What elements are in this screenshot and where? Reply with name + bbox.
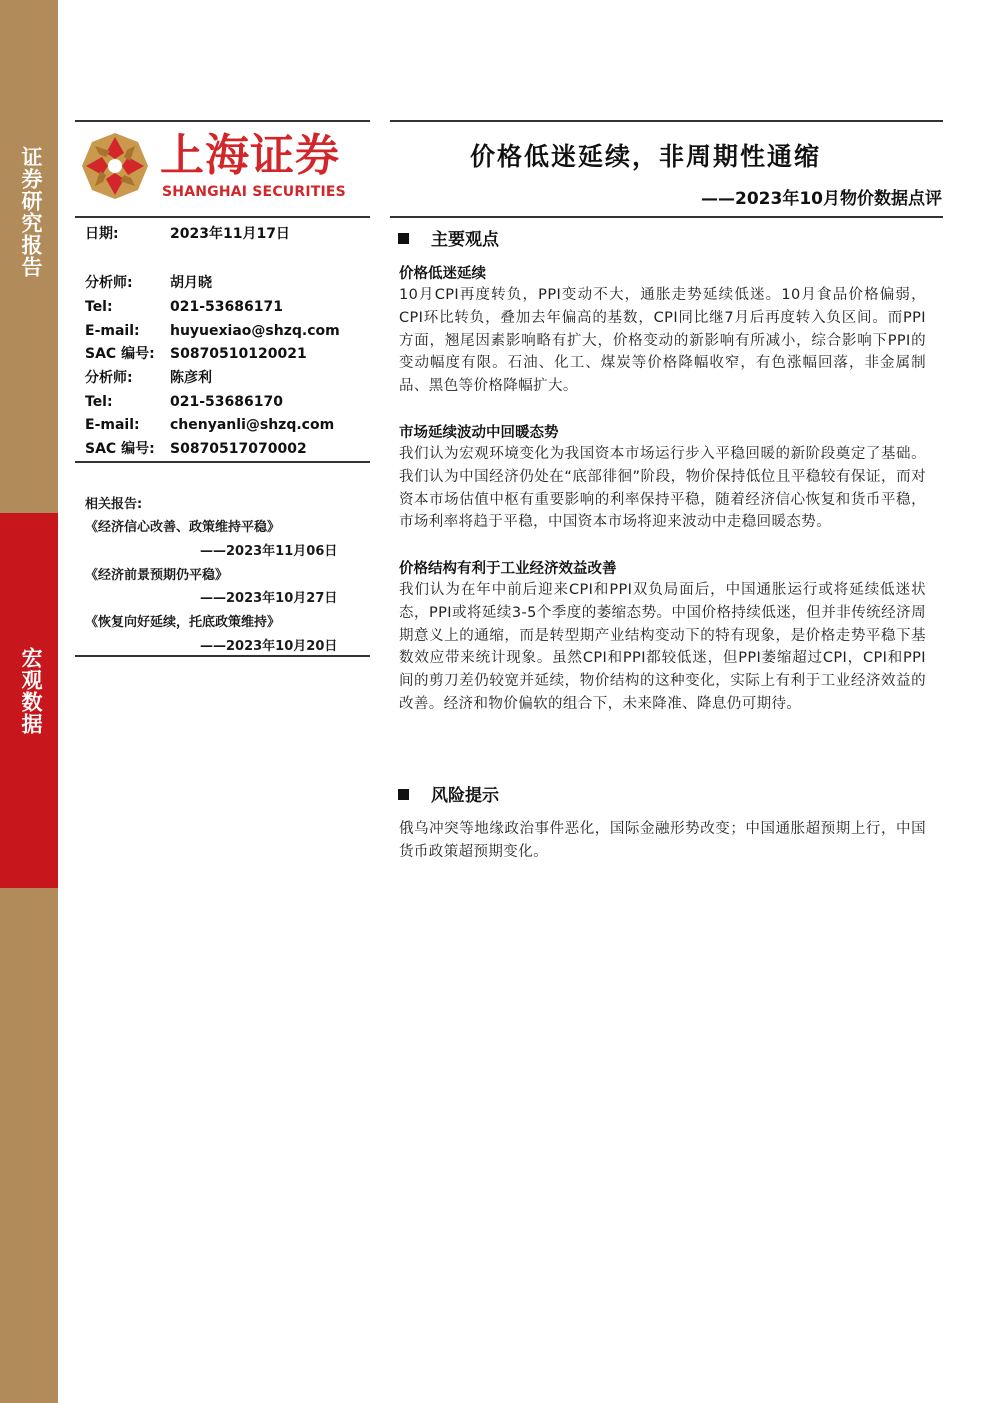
right-top-rule: [390, 120, 943, 122]
main-views-heading-text: 主要观点: [431, 230, 499, 250]
meta-bottom-rule: [75, 461, 370, 463]
email-label: E-mail:: [85, 417, 140, 433]
email-link[interactable]: huyuexiao@shzq.com: [170, 323, 340, 339]
tel-label: Tel:: [85, 299, 113, 315]
section-title: 价格低迷延续: [399, 266, 486, 282]
sac-value: S0870517070002: [170, 441, 307, 457]
section-title: 市场延续波动中回暖态势: [399, 425, 559, 441]
related-report-date: ——2023年10月27日: [200, 591, 338, 606]
bullet-square-icon: [398, 789, 409, 800]
section-body: 我们认为宏观环境变化为我国资本市场运行步入平稳回暖的新阶段奠定了基础。我们认为中国经济仍处在“底部徘徊”阶段，物价保持低位且平稳较有保证，而对资本市场估值中枢有重要影响的利率保持平稳，随着经济信心恢复和货币平稳，市场利率将趋于平稳，中国资本市场将迎来波动中走稳回暖态势。: [399, 446, 926, 531]
main-views-heading: [398, 225, 499, 250]
email-label: E-mail:: [85, 323, 140, 339]
related-report-date: ——2023年11月06日: [200, 544, 338, 559]
related-bottom-rule: [75, 655, 370, 657]
analyst-name: 胡月晓: [170, 275, 212, 291]
logo-chinese-name: 上海证券: [160, 130, 340, 181]
sidebar-report-type: 证券研究报告: [19, 146, 43, 278]
related-reports-title: 相关报告:: [85, 497, 143, 512]
email-link[interactable]: chenyanli@shzq.com: [170, 417, 335, 433]
sidebar-band-top: [0, 0, 58, 118]
report-title: 价格低迷延续，非周期性通缩: [470, 142, 822, 171]
company-logo: [78, 128, 363, 208]
section-body: 10月CPI再度转负，PPI变动不大，通胀走势延续低迷。10月食品价格偏弱，CPI环比转负，叠加去年偏高的基数，CPI同比继7月后再度转入负区间。而PPI方面，翘尾因素影响略有扩大，价格变动的新影响有所减小，综合影响下PPI的变动幅度有限。石油、化工、煤炭等价格降幅收窄，有色涨幅回落，非金属制品、黑色等价格降幅扩大。: [399, 287, 926, 395]
analyst-label: 分析师:: [85, 275, 133, 291]
related-report-link[interactable]: 《经济信心改善、政策维持平稳》: [85, 520, 281, 535]
analyst-name: 陈彦利: [170, 370, 212, 386]
date-value: 2023年11月17日: [170, 226, 290, 242]
risk-heading: [398, 781, 499, 806]
sidebar-band-bottom: [0, 888, 58, 1403]
report-subtitle: ——2023年10月物价数据点评: [701, 189, 942, 209]
logo-english-name: SHANGHAI SECURITIES: [162, 184, 346, 200]
related-report-link[interactable]: 《经济前景预期仍平稳》: [85, 568, 229, 583]
date-label: 日期:: [85, 226, 119, 242]
tel-value: 021-53686171: [170, 299, 283, 315]
logo-mark-icon: [80, 131, 150, 201]
analyst-label: 分析师:: [85, 370, 133, 386]
tel-label: Tel:: [85, 394, 113, 410]
section-body: 我们认为在年中前后迎来CPI和PPI双负局面后，中国通胀运行或将延续低迷状态，PPI或将延续3-5个季度的萎缩态势。中国价格持续低迷，但并非传统经济周期意义上的通缩，而是转型期产业结构变动下的特有现象，是价格走势平稳下基数效应带来统计现象。虽然CPI和PPI都较低迷，但PPI萎缩超过CPI，CPI和PPI间的剪刀差仍较宽并延续，物价结构的这种变化，实际上有利于工业经济效益的改善。经济和物价偏软的组合下，未来降准、降息仍可期待。: [399, 582, 926, 712]
sac-label: SAC 编号:: [85, 441, 155, 457]
section-title: 价格结构有利于工业经济效益改善: [399, 561, 617, 577]
sac-value: S0870510120021: [170, 346, 307, 362]
related-report-date: ——2023年10月20日: [200, 639, 338, 654]
right-header-bottom-rule: [390, 216, 943, 218]
left-header-bottom-rule: [75, 216, 370, 218]
sidebar-section-label: 宏观数据: [19, 647, 43, 735]
related-report-link[interactable]: 《恢复向好延续，托底政策维持》: [85, 615, 281, 630]
risk-body: 俄乌冲突等地缘政治事件恶化，国际金融形势改变；中国通胀超预期上行，中国货币政策超预期变化。: [399, 821, 926, 860]
left-top-rule: [75, 120, 370, 122]
risk-heading-text: 风险提示: [431, 786, 499, 806]
bullet-square-icon: [398, 233, 409, 244]
sac-label: SAC 编号:: [85, 346, 155, 362]
tel-value: 021-53686170: [170, 394, 283, 410]
